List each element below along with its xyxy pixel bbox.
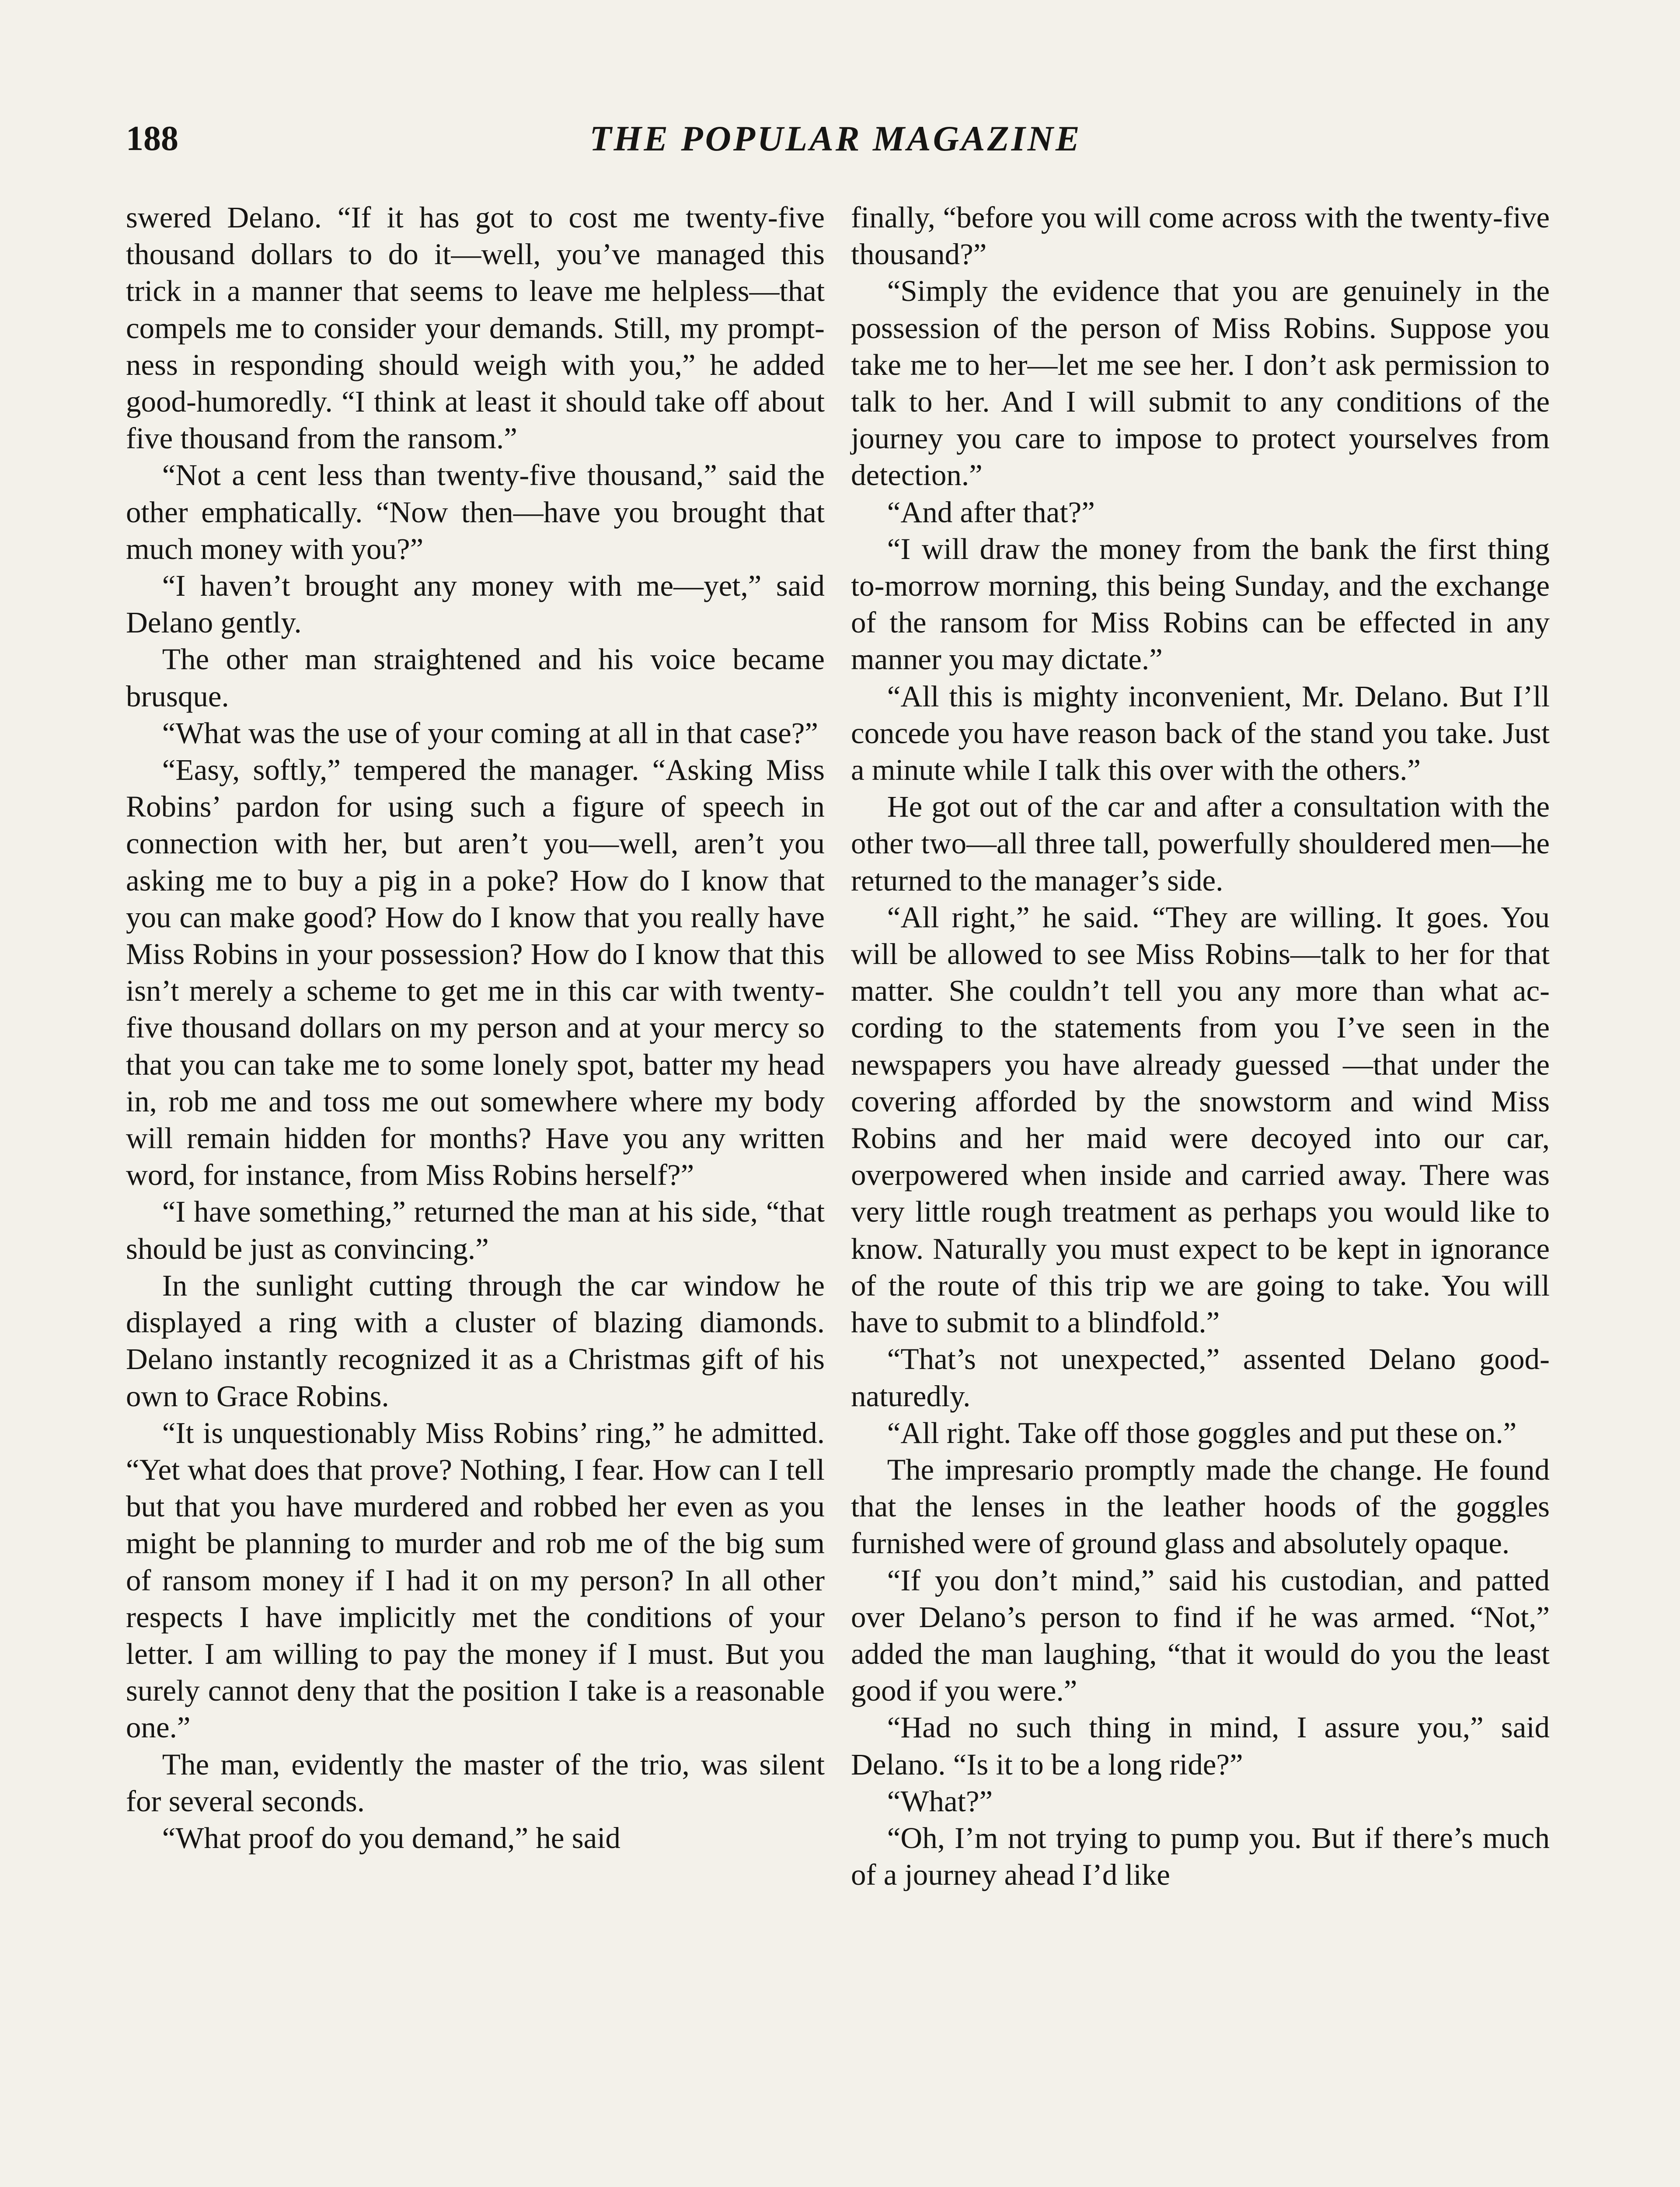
paragraph: “All this is mighty inconvenient, Mr. Delano. But I’ll concede you have reason back of the stand you take. Just a minute while I talk this over with the others.” (851, 679, 1550, 787)
paragraph: He got out of the car and after a consultation with the other two—all three tall, powerfully shouldered men—he returned to the manager’s side. (851, 790, 1550, 897)
paragraph: “Oh, I’m not trying to pump you. But if there’s much of a journey ahead I’d like (851, 1821, 1550, 1892)
running-head: THE POPULAR MAGAZINE (589, 119, 1082, 158)
paragraph: “What was the use of your coming at all in that case?” (162, 716, 818, 750)
paragraph: “Had no such thing in mind, I assure you,” said Delano. “Is it to be a long ride?” (851, 1711, 1550, 1781)
page-header (126, 115, 1545, 163)
paragraph: “And after that?” (887, 495, 1095, 529)
paragraph: “All right. Take off those goggles and put these on.” (887, 1416, 1517, 1450)
page-number: 188 (126, 119, 178, 158)
left-column (126, 199, 825, 1856)
paragraph: swered Delano. “If it has got to cost me twenty-five thousand dollars to do it—well, you’ve managed this trick in a manner that seems to leave me helpless—that compels me to consider your demands. Still, my promptness in responding should weigh with you,” he added good-humoredly. “I think at least it should take off about five thousand from the ransom.” (126, 201, 825, 455)
paragraph: “Not a cent less than twenty-five thousand,” said the other emphatically. “Now then—have you brought that much money with you?” (126, 458, 825, 566)
paragraph: “If you don’t mind,” said his custodian, and patted over Delano’s person to find if he was armed. “Not,” added the man laughing, “that it would do you the least good if you were.” (851, 1563, 1550, 1708)
paragraph: The impresario promptly made the change. He found that the lenses in the leather hoods of the goggles furnished were of ground glass and absolutely opaque. (851, 1453, 1550, 1560)
paragraph: “It is unquestionably Miss Robins’ ring,” he admitted. “Yet what does that prove? Nothing, I fear. How can I tell but that you have murdered and robbed her even as you might be planning to murder and rob me of the big sum of ransom money if I had it on my person? In all other respects I have implicitly met the conditions of your letter. I am willing to pay the money if I must. But you surely cannot deny that the position I take is a reasonable one.” (126, 1416, 825, 1744)
paragraph: “I will draw the money from the bank the first thing to-morrow morning, this being Sunday, and the exchange of the ransom for Miss Robins can be effected in any manner you may dictate.” (851, 532, 1550, 676)
paragraph: “Simply the evidence that you are genuinely in the possession of the person of Miss Robins. Suppose you take me to her—let me see her. I don’t ask permission to talk to her. And I will submit to any conditions of the journey you care to impose to protect yourselves from detection.” (851, 274, 1550, 492)
paragraph: In the sunlight cutting through the car window he displayed a ring with a cluster of blazing diamonds. Delano instantly recognized it as a Christmas gift of his own to Grace Robins. (126, 1268, 825, 1413)
paragraph: “All right,” he said. “They are willing. It goes. You will be allowed to see Miss Robins—talk to her for that matter. She couldn’t tell you any more than what according to the statements from you I’ve seen in the newspapers you have already guessed —that under the covering afforded by the snowstorm and wind Miss Robins and her maid were decoyed into our car, overpowered when inside and carried away. There was very little rough treatment as perhaps you would like to know. Naturally you must expect to be kept in ignorance of the route of this trip we are going to take. You will have to submit to a blindfold.” (851, 900, 1550, 1339)
paragraph: “I have something,” returned the man at his side, “that should be just as convincing.” (126, 1195, 825, 1265)
right-column (851, 199, 1550, 1893)
paragraph: “Easy, softly,” tempered the manager. “Asking Miss Robins’ pardon for using such a figure of speech in connection with her, but aren’t you—well, aren’t you asking me to buy a pig in a poke? How do I know that you can make good? How do I know that you really have Miss Robins in your possession? How do I know that this isn’t merely a scheme to get me in this car with twenty-five thousand dollars on my person and at your mercy so that you can take me to some lonely spot, batter my head in, rob me and toss me out somewhere where my body will remain hidden for months? Have you any written word, for instance, from Miss Robins herself?” (126, 753, 825, 1192)
paragraph: finally, “before you will come across with the twenty-five thousand?” (851, 201, 1550, 271)
paragraph: The other man straightened and his voice became brusque. (126, 643, 825, 713)
paragraph: “What proof do you demand,” he said (162, 1821, 620, 1855)
paragraph: “That’s not unexpected,” assented Delano good-naturedly. (851, 1342, 1550, 1413)
paragraph: The man, evidently the master of the trio, was silent for several seconds. (126, 1747, 825, 1818)
paragraph: “What?” (887, 1784, 993, 1818)
paragraph: “I haven’t brought any money with me—yet,” said Delano gently. (126, 569, 825, 639)
